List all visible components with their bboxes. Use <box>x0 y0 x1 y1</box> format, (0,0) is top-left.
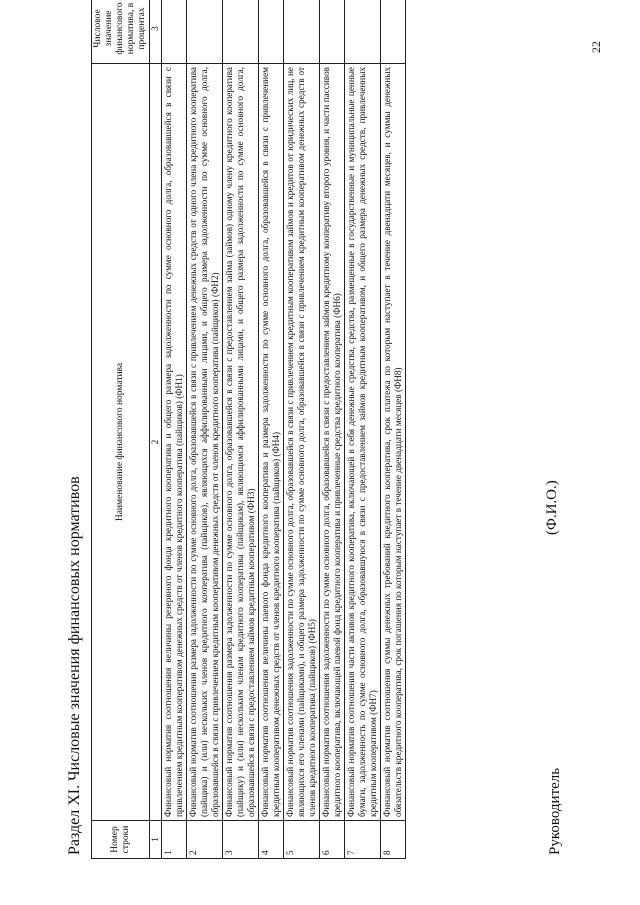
header-row-number: Номер строки <box>92 821 150 859</box>
norm-value-cell[interactable] <box>381 0 406 64</box>
norm-value-cell[interactable] <box>187 0 223 64</box>
norm-name-cell: Финансовый норматив соотношения задолженности по сумме основного долга, образовавшейся в связи с привлечением кредитным кооперативом займов и кредитов от юридических лиц, не являющихся его членами (пайщиками), и общего размера задолженности по сумме основного долга, образовавшейся в связи с привлечением кредитным кооперативом денежных средств от членов кредитного кооператива (пайщиков) (ФН5) <box>284 64 320 821</box>
signature-name-placeholder: (Ф.И.О.) <box>544 480 560 535</box>
norm-name-cell: Финансовый норматив соотношения суммы денежных требований кредитного кооператива, срок платежа по которым наступает в течение двенадцати месяцев, и суммы денежных обязательств кредитного кооператива, срок погашения по которым наступает в течение двенадцати месяцев (ФН8) <box>381 64 406 821</box>
row-number-cell: 6 <box>320 821 345 859</box>
page-number: 22 <box>589 41 603 53</box>
norm-name-cell: Финансовый норматив соотношения величины паевого фонда кредитного кооператива и размера задолженности по сумме основного долга, образовавшейся в связи с привлечением кредитным кооперативом денежных средств от членов кредитного кооператива (пайщиков) (ФН4) <box>259 64 284 821</box>
index-cell: 1 <box>150 821 162 859</box>
table-row <box>320 0 345 859</box>
table-row <box>381 0 406 859</box>
header-norm-value: Числовое значение финансового норматива, в процентах <box>92 0 150 64</box>
norm-name-cell: Финансовый норматив соотношения величины резервного фонда кредитного кооператива и общего размера задолженности по сумме основного долга, образовавшейся в связи с привлечением кредитным кооперативом денежных средств от членов кредитного кооператива (пайщиков) (ФН1) <box>162 64 187 821</box>
norm-value-cell[interactable] <box>162 0 187 64</box>
norm-name-cell: Финансовый норматив соотношения задолженности по сумме основного долга, образовавшейся в связи с предоставлением займов кредитному кооперативу второго уровня, и части пассивов кредитного кооператива, включающей паевой фонд кредитного кооператива и привлеченные средства кредитного кооператива (ФН6) <box>320 64 345 821</box>
table-row <box>223 0 259 859</box>
row-number-cell: 5 <box>284 821 320 859</box>
row-number-cell: 3 <box>223 821 259 859</box>
section-title: Раздел XI. Числовые значения финансовых нормативов <box>66 476 83 855</box>
row-number-cell: 4 <box>259 821 284 859</box>
row-number-cell: 2 <box>187 821 223 859</box>
financial-norms-table <box>91 0 406 859</box>
norm-value-cell[interactable] <box>259 0 284 64</box>
signature-label: Руководитель <box>547 767 563 855</box>
index-cell: 2 <box>150 64 162 821</box>
table-row <box>187 0 223 859</box>
norm-value-cell[interactable] <box>345 0 381 64</box>
row-number-cell: 8 <box>381 821 406 859</box>
norm-value-cell[interactable] <box>223 0 259 64</box>
table-row <box>284 0 320 859</box>
table-row <box>259 0 284 859</box>
index-row <box>150 0 162 859</box>
table-row <box>345 0 381 859</box>
norm-value-cell[interactable] <box>320 0 345 64</box>
row-number-cell: 1 <box>162 821 187 859</box>
norm-name-cell: Финансовый норматив соотношения размера задолженности по сумме основного долга, образовавшейся в связи с привлечением денежных средств от одного члена кредитного кооператива (пайщика) и (или) нескольких членов кредитного кооператива (пайщиков), являющихся аффилированными лицами, и общего размера задолженности по сумме основного долга, образовавшейся в связи с привлечением кредитным кооперативом денежных средств от членов кредитного кооператива (пайщиков) (ФН2) <box>187 64 223 821</box>
index-cell: 3 <box>150 0 162 64</box>
norm-value-cell[interactable] <box>284 0 320 64</box>
norm-name-cell: Финансовый норматив соотношения части активов кредитного кооператива, включающей в себя денежные средства, средства, размещенные в государственные и муниципальные ценные бумаги, задолженность по сумме основного долга, образовавшуюся в связи с предоставлением займов кредитным кооперативом, и общего размера денежных средств, привлеченных кредитным кооперативом (ФН7) <box>345 64 381 821</box>
norm-name-cell: Финансовый норматив соотношения размера задолженности по сумме основного долга, образовавшейся в связи с предоставлением займа (займов) одному члену кредитного кооператива (пайщику) и (или) нескольким членам кредитного кооператива (пайщикам), являющимся аффилированными лицами, и общего размера задолженности по сумме основного долга, образовавшейся в связи с предоставлением займов кредитным кооперативом (ФН3) <box>223 64 259 821</box>
table-row <box>162 0 187 859</box>
row-number-cell: 7 <box>345 821 381 859</box>
header-norm-name: Наименование финансового норматива <box>92 64 150 821</box>
